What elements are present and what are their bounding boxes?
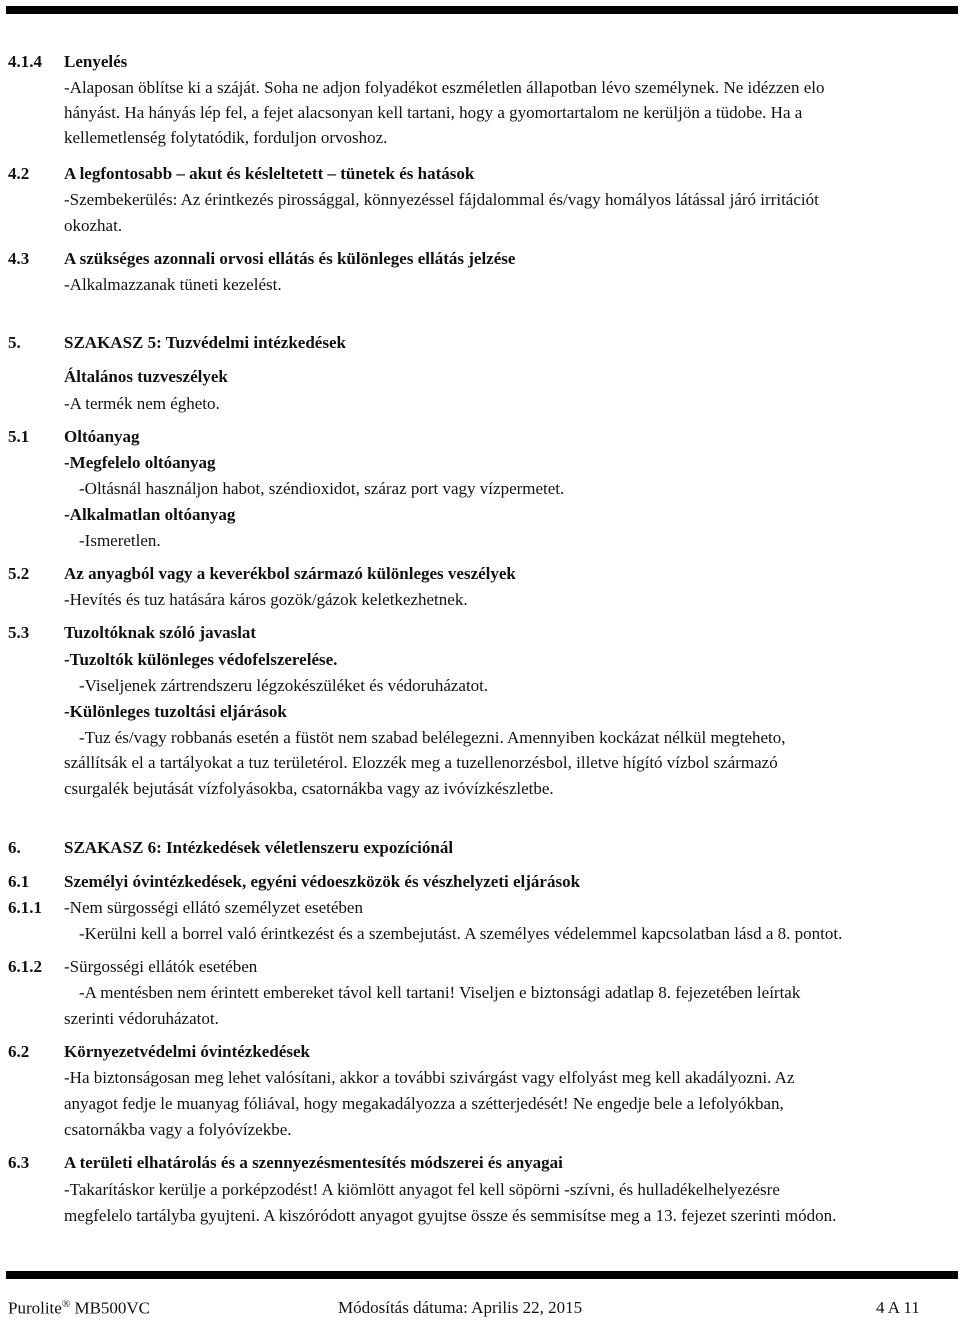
text-line: -A mentésben nem érintett embereket távol kell tartani! Viseljen e biztonsági adatlap 8. fejezetében leírtak: [79, 983, 801, 1002]
footer-revision-date: Módosítás dátuma: Aprilis 22, 2015: [338, 1298, 583, 1317]
text-line: szállítsák el a tartályokat a tuz területérol. Elozzék meg a tuzellenorzésbol, illetve hígító vízbol származó: [64, 753, 778, 772]
text-line: -Oltásnál használjon habot, széndioxidot, száraz port vagy vízpermetet.: [79, 479, 565, 498]
text-line: -Alaposan öblítse ki a száját. Soha ne adjon folyadékot eszméletlen állapotban lévo személynek. Ne idézzen elo: [64, 78, 825, 97]
text-line: okozhat.: [64, 216, 123, 235]
text-line: -Sürgosségi ellátók esetében: [64, 957, 258, 976]
subsection-title: -Alkalmatlan oltóanyag: [64, 505, 236, 524]
text-line: -Nem sürgosségi ellátó személyzet esetében: [64, 898, 363, 917]
text-line: -Kerülni kell a borrel való érintkezést és a szembejutást. A személyes védelemmel kapcsolatban lásd a 8. pontot.: [79, 924, 843, 943]
section-number: 4.3: [8, 249, 30, 268]
section-title: Tuzoltóknak szóló javaslat: [64, 623, 257, 642]
section-number: 6.: [8, 838, 21, 857]
text-line: -Ismeretlen.: [79, 531, 161, 550]
registered-mark: ®: [61, 1298, 71, 1310]
section-number: 6.1.1: [8, 898, 42, 917]
text-line: szerinti védoruházatot.: [64, 1009, 219, 1028]
section-title: Környezetvédelmi óvintézkedések: [64, 1042, 310, 1061]
section-number: 5.3: [8, 623, 30, 642]
top-rule: [6, 6, 958, 14]
section-title: Lenyelés: [64, 52, 128, 71]
subsection-title: Általános tuzveszélyek: [64, 367, 228, 386]
text-line: -Tuz és/vagy robbanás esetén a füstöt nem szabad belélegezni. Amennyiben kockázat nélkül megteheto,: [79, 728, 786, 747]
text-line: -Takarításkor kerülje a porképzodést! A kiömlött anyagot fel kell söpörni -szívni, és hulladékelhelyezésre: [64, 1180, 780, 1199]
section-number: 6.1: [8, 872, 30, 891]
text-line: csatornákba vagy a folyóvízekbe.: [64, 1120, 292, 1139]
section-title: Oltóanyag: [64, 427, 140, 446]
section-number: 5.2: [8, 564, 30, 583]
section-number: 5.: [8, 333, 21, 352]
text-line: -Alkalmazzanak tüneti kezelést.: [64, 275, 282, 294]
section-number: 4.1.4: [8, 52, 42, 71]
text-line: megfelelo tartályba gyujteni. A kiszóródott anyagot gyujtse össze és semmisítse meg a 13. fejezet szerinti módon.: [64, 1206, 837, 1225]
text-line: -A termék nem égheto.: [64, 394, 220, 413]
section-title: A legfontosabb – akut és késleltetett – tünetek és hatások: [64, 164, 475, 183]
section-number: 6.3: [8, 1153, 30, 1172]
text-line: -Ha biztonságosan meg lehet valósítani, akkor a további szivárgást vagy elfolyást meg kell akadályozni. Az: [64, 1068, 795, 1087]
subsection-title: -Tuzoltók különleges védofelszerelése.: [64, 650, 338, 669]
text-line: csurgalék bejutását vízfolyásokba, csatornákba vagy az ivóvízkészletbe.: [64, 779, 554, 798]
footer-product: [8, 1298, 150, 1319]
footer-page-number: 4 A 11: [876, 1298, 920, 1317]
section-title: A szükséges azonnali orvosi ellátás és különleges ellátás jelzése: [64, 249, 516, 268]
section-title: SZAKASZ 6: Intézkedések véletlenszeru expozíciónál: [64, 838, 454, 857]
subsection-title: -Különleges tuzoltási eljárások: [64, 702, 287, 721]
section-number: 5.1: [8, 427, 30, 446]
bottom-rule: [6, 1271, 958, 1279]
text-line: anyagot fedje le muanyag fóliával, hogy megakadályozza a szétterjedését! Ne engedje bele a lefolyókban,: [64, 1094, 784, 1113]
subsection-title: -Megfelelo oltóanyag: [64, 453, 216, 472]
text-line: -Viseljenek zártrendszeru légzokészüléket és védoruházatot.: [79, 676, 489, 695]
product-name: MB500VC: [74, 1298, 151, 1318]
section-title: A területi elhatárolás és a szennyezésmentesítés módszerei és anyagai: [64, 1153, 563, 1172]
text-line: -Hevítés és tuz hatására káros gozök/gázok keletkezhetnek.: [64, 590, 468, 609]
section-title: SZAKASZ 5: Tuzvédelmi intézkedések: [64, 333, 346, 352]
section-number: 6.1.2: [8, 957, 42, 976]
section-title: Az anyagból vagy a keverékbol származó különleges veszélyek: [64, 564, 516, 583]
section-title: Személyi óvintézkedések, egyéni védoeszközök és vészhelyzeti eljárások: [64, 872, 581, 891]
section-number: 4.2: [8, 164, 30, 183]
text-line: kellemetlenség folytatódik, forduljon orvoshoz.: [64, 128, 388, 147]
brand-name: Purolite: [8, 1298, 62, 1318]
text-line: -Szembekerülés: Az érintkezés pirossággal, könnyezéssel fájdalommal és/vagy homályos látással járó irritációt: [64, 190, 819, 209]
text-line: hányást. Ha hányás lép fel, a fejet alacsonyan kell tartani, hogy a gyomortartalom ne kerüljön a tüdobe. Ha a: [64, 103, 803, 122]
section-number: 6.2: [8, 1042, 30, 1061]
